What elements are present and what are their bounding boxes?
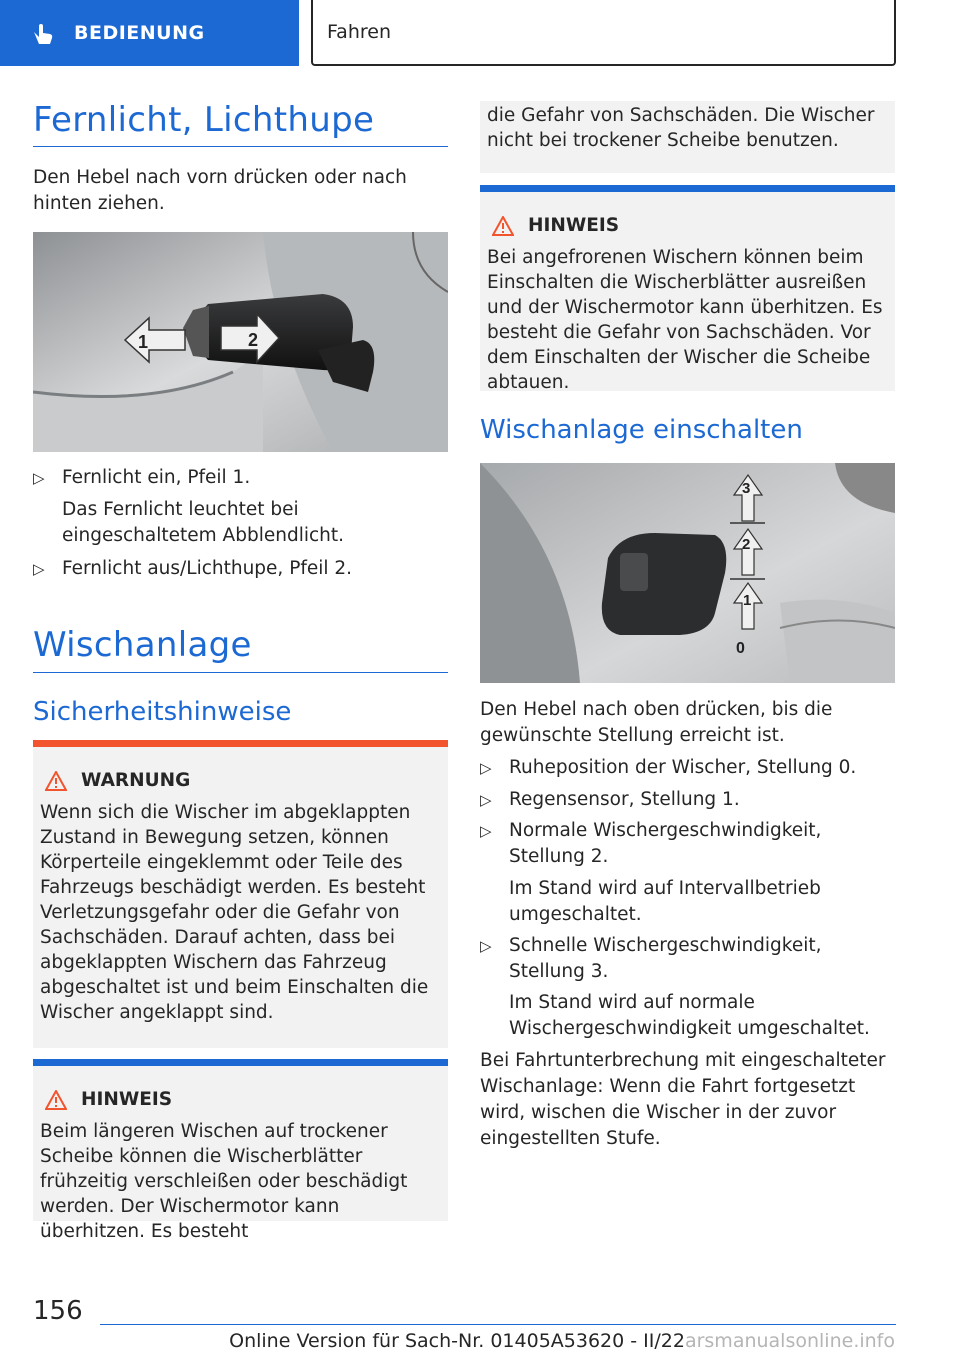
- hinweis-bar: [480, 185, 895, 192]
- chapter-label: BEDIENUNG: [74, 22, 205, 44]
- hand-pointer-icon: [30, 20, 56, 46]
- pos3-label: 3: [742, 480, 751, 497]
- fernlicht-photo: [33, 232, 448, 452]
- footer-text: [229, 1330, 895, 1352]
- hinweis-text: Bei angefrorenen Wischern können beim Einschalten die Wischerblätter ausreißen und der Wischermotor kann überhitzen. Es besteht die Gefahr von Sachschäden. Vor dem Einschalten der Wischer die Scheibe abtauen.: [487, 247, 883, 393]
- list-item: ▷ Regensensor, Stellung 1.: [480, 787, 895, 813]
- triangle-bullet-icon: ▷: [480, 822, 492, 840]
- pos2-label: 2: [742, 536, 751, 553]
- pos0-label: 0: [736, 640, 745, 657]
- hinweis-label: HINWEIS: [81, 1089, 173, 1110]
- hinweis-box: [480, 185, 895, 391]
- outro-wischer: Bei Fahrtunterbrechung mit eingeschalteter Wischanlage: Wenn die Fahrt fortgesetzt wird, wischen die Wischer in der zuvor eingestellten Stufe.: [480, 1050, 886, 1149]
- arrow-2-label: 2: [248, 330, 259, 350]
- list-item: ▷ Fernlicht ein, Pfeil 1.: [33, 465, 448, 491]
- hinweis-text: Beim längeren Wischen auf trockener Scheibe können die Wischerblätter frühzeitig verschleißen oder beschädigt werden. Der Wischermotor kann überhitzen. Es besteht: [40, 1121, 408, 1242]
- list-item: ▷ Fernlicht aus/Lichthupe, Pfeil 2.: [33, 556, 448, 582]
- hinweis-bar: [33, 1059, 448, 1066]
- section-label: Fahren: [327, 21, 391, 43]
- hinweis-label: HINWEIS: [528, 215, 620, 236]
- warning-text: Wenn sich die Wischer im abgeklappten Zustand in Bewegung setzen, können Körperteile eingeklemmt oder Teile des Fahrzeugs beschädigt werden. Es besteht Verletzungsgefahr oder die Gefahr von Sachschäden. Darauf achten, dass bei abgeklappten Wischern das Fahrzeug abgeschaltet ist und beim Einschalten die Wischer angeklappt sind.: [40, 802, 429, 1023]
- subheading-sicherheit: Sicherheitshinweise: [33, 697, 292, 727]
- subheading-einschalten: Wischanlage einschalten: [480, 415, 803, 445]
- triangle-bullet-icon: ▷: [480, 759, 492, 777]
- hinweis-box-continued: [480, 101, 895, 173]
- list-item: ▷ Schnelle Wischergeschwindigkeit, Stellung 3.: [480, 935, 822, 982]
- intro-wischer: Den Hebel nach oben drücken, bis die gewünschte Stellung erreicht ist.: [480, 699, 833, 746]
- pos1-label: 1: [743, 592, 752, 609]
- wischer-photo: [480, 463, 895, 683]
- hinweis-box: [33, 1059, 448, 1242]
- heading-fernlicht: Fernlicht, Lichthupe: [33, 100, 375, 140]
- list-item-detail: Im Stand wird auf Intervallbetrieb umgeschaltet.: [509, 878, 821, 925]
- heading-rule: [33, 146, 448, 147]
- list-item-detail: Im Stand wird auf normale Wischergeschwindigkeit umgeschaltet.: [509, 992, 870, 1039]
- watermark-text: arsmanualsonline.info: [684, 1330, 895, 1352]
- section-header: [311, 0, 896, 66]
- page-number: 156: [33, 1296, 83, 1326]
- online-version-text: Online Version für Sach-Nr. 01405A53620 - II/22: [229, 1330, 685, 1352]
- heading-rule: [33, 672, 448, 673]
- intro-fernlicht: Den Hebel nach vorn drücken oder nach hinten ziehen.: [33, 167, 407, 214]
- heading-wischanlage: Wischanlage: [33, 625, 252, 665]
- warning-label: WARNUNG: [81, 770, 191, 791]
- warning-box: [33, 740, 448, 1048]
- triangle-bullet-icon: ▷: [33, 469, 45, 487]
- triangle-bullet-icon: ▷: [480, 937, 492, 955]
- chapter-tab[interactable]: [0, 0, 299, 66]
- arrow-1-label: 1: [138, 332, 149, 352]
- warning-triangle-icon: [492, 216, 514, 236]
- list-item-detail: Das Fernlicht leuchtet bei eingeschaltetem Abblendlicht.: [62, 499, 344, 546]
- warning-triangle-icon: [45, 1090, 67, 1110]
- list-item: ▷ Normale Wischergeschwindigkeit, Stellung 2.: [480, 820, 822, 867]
- warning-triangle-icon: [45, 771, 67, 791]
- triangle-bullet-icon: ▷: [480, 791, 492, 809]
- list-item: ▷ Ruheposition der Wischer, Stellung 0.: [480, 755, 895, 781]
- triangle-bullet-icon: ▷: [33, 560, 45, 578]
- footer-rule: [100, 1324, 896, 1325]
- warning-bar: [33, 740, 448, 747]
- hinweis-text-continued: die Gefahr von Sachschäden. Die Wischer nicht bei trockener Scheibe benutzen.: [487, 105, 875, 151]
